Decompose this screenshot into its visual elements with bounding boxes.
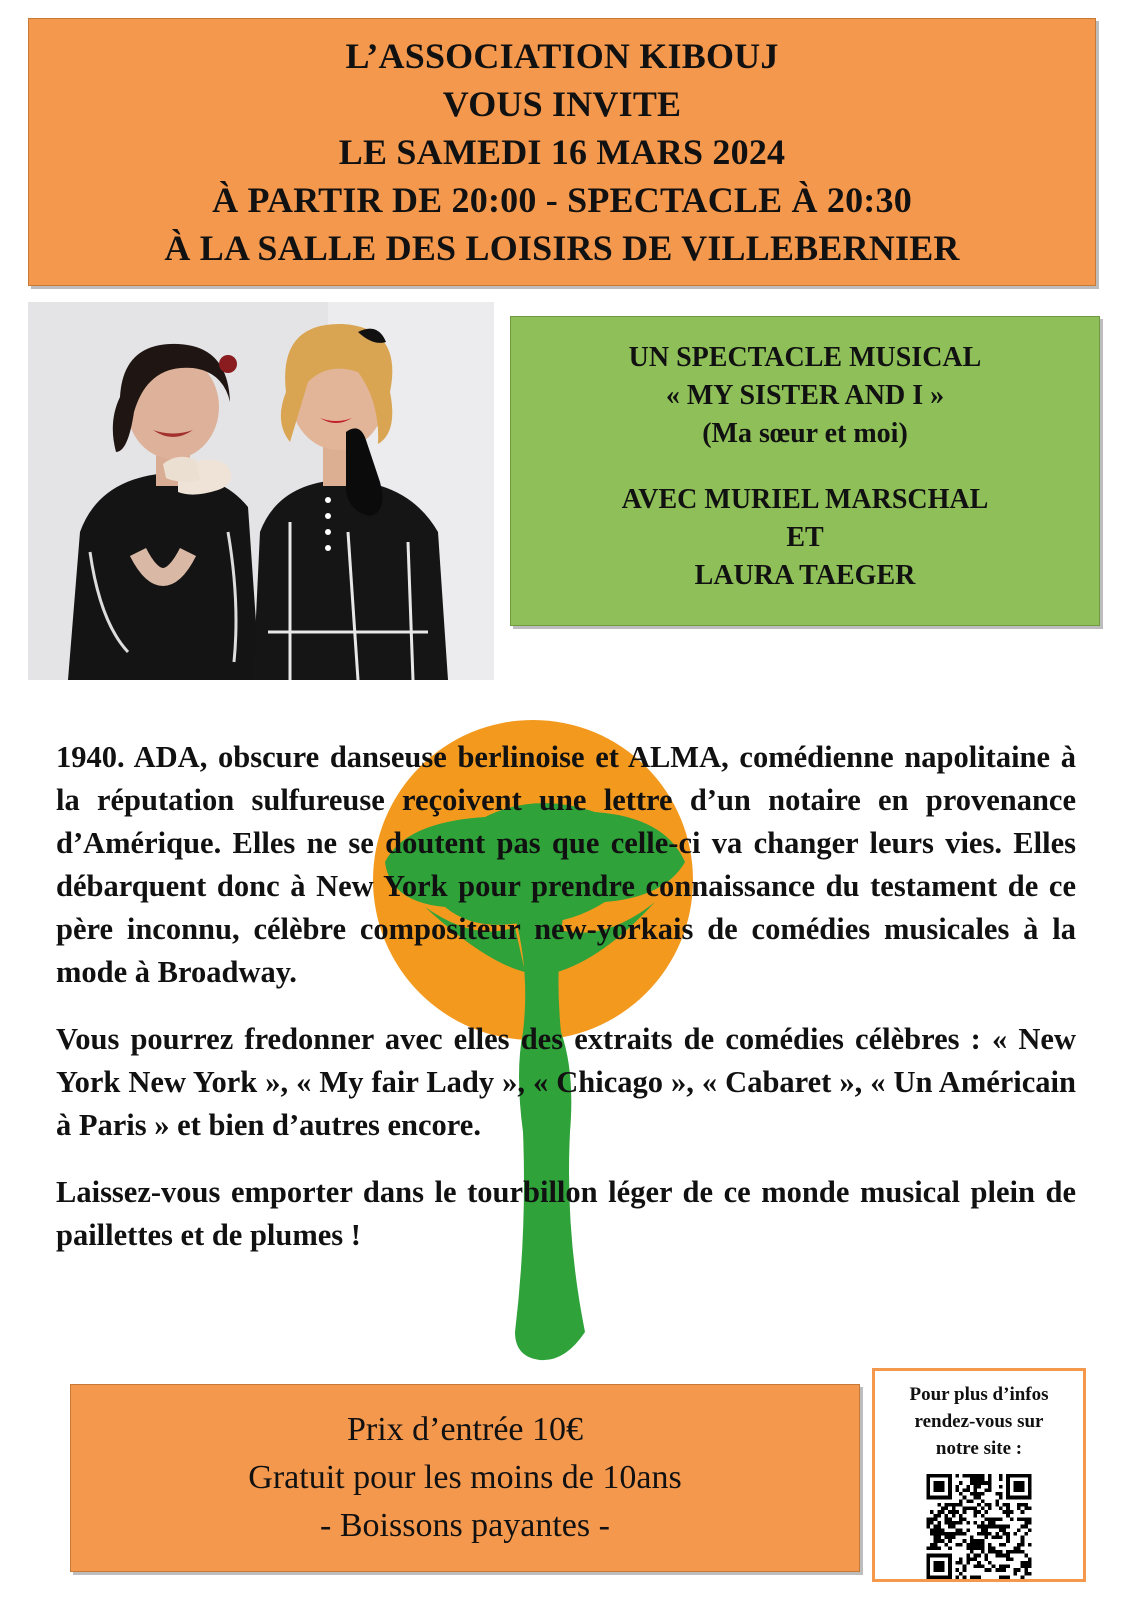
info-line-3: notre site : xyxy=(935,1438,1023,1459)
description-songs: Vous pourrez fredonner avec elles des extraits de comédies célèbres : « New York New York », « My fair Lady », « Chicago », « Cabaret », « Un Américain à Paris » et bien d’autres encore. xyxy=(56,1022,1076,1142)
qr-code-icon[interactable] xyxy=(920,1474,1038,1579)
show-info-box xyxy=(510,316,1100,626)
header-line-date: LE SAMEDI 16 MARS 2024 xyxy=(338,132,786,172)
drinks-note: - Boissons payantes - xyxy=(320,1507,610,1544)
description-story: 1940. ADA, obscure danseuse berlinoise et ALMA, comédienne napolitaine à la réputation sulfureuse reçoivent une lettre d’un notaire en provenance d’Amérique. Elles ne se doutent pas que celle-ci va changer leurs vies. Elles débarquent donc à New York pour prendre connaissance du testament de ce père inconnu, célèbre compositeur new-yorkais de comédies musicales à la mode à Broadway. xyxy=(56,740,1076,989)
cast-first: AVEC MURIEL MARSCHAL xyxy=(621,484,989,515)
cast-second: LAURA TAEGER xyxy=(694,560,916,591)
description xyxy=(56,736,1076,1281)
cast-conjunction: ET xyxy=(786,522,824,553)
performers-photo xyxy=(28,302,494,680)
show-type: UN SPECTACLE MUSICAL xyxy=(628,342,982,373)
header-line-association: L’ASSOCIATION KIBOUJ xyxy=(345,36,779,76)
free-entry-note: Gratuit pour les moins de 10ans xyxy=(248,1459,682,1496)
info-line-1: Pour plus d’infos xyxy=(909,1384,1049,1405)
price-box xyxy=(70,1384,860,1572)
show-title-translation: (Ma sœur et moi) xyxy=(702,418,908,449)
more-info-box xyxy=(872,1368,1086,1582)
show-title: « MY SISTER AND I » xyxy=(665,380,945,411)
header-line-invite: VOUS INVITE xyxy=(442,84,682,124)
header-banner xyxy=(28,18,1096,286)
performers-illustration xyxy=(28,302,494,680)
info-line-2: rendez-vous sur xyxy=(914,1411,1044,1432)
header-line-time: À PARTIR DE 20:00 - SPECTACLE À 20:30 xyxy=(212,180,912,220)
description-invitation: Laissez-vous emporter dans le tourbillon léger de ce monde musical plein de paillettes et de plumes ! xyxy=(56,1175,1076,1252)
entry-price: Prix d’entrée 10€ xyxy=(346,1411,584,1448)
header-line-venue: À LA SALLE DES LOISIRS DE VILLEBERNIER xyxy=(164,228,960,268)
